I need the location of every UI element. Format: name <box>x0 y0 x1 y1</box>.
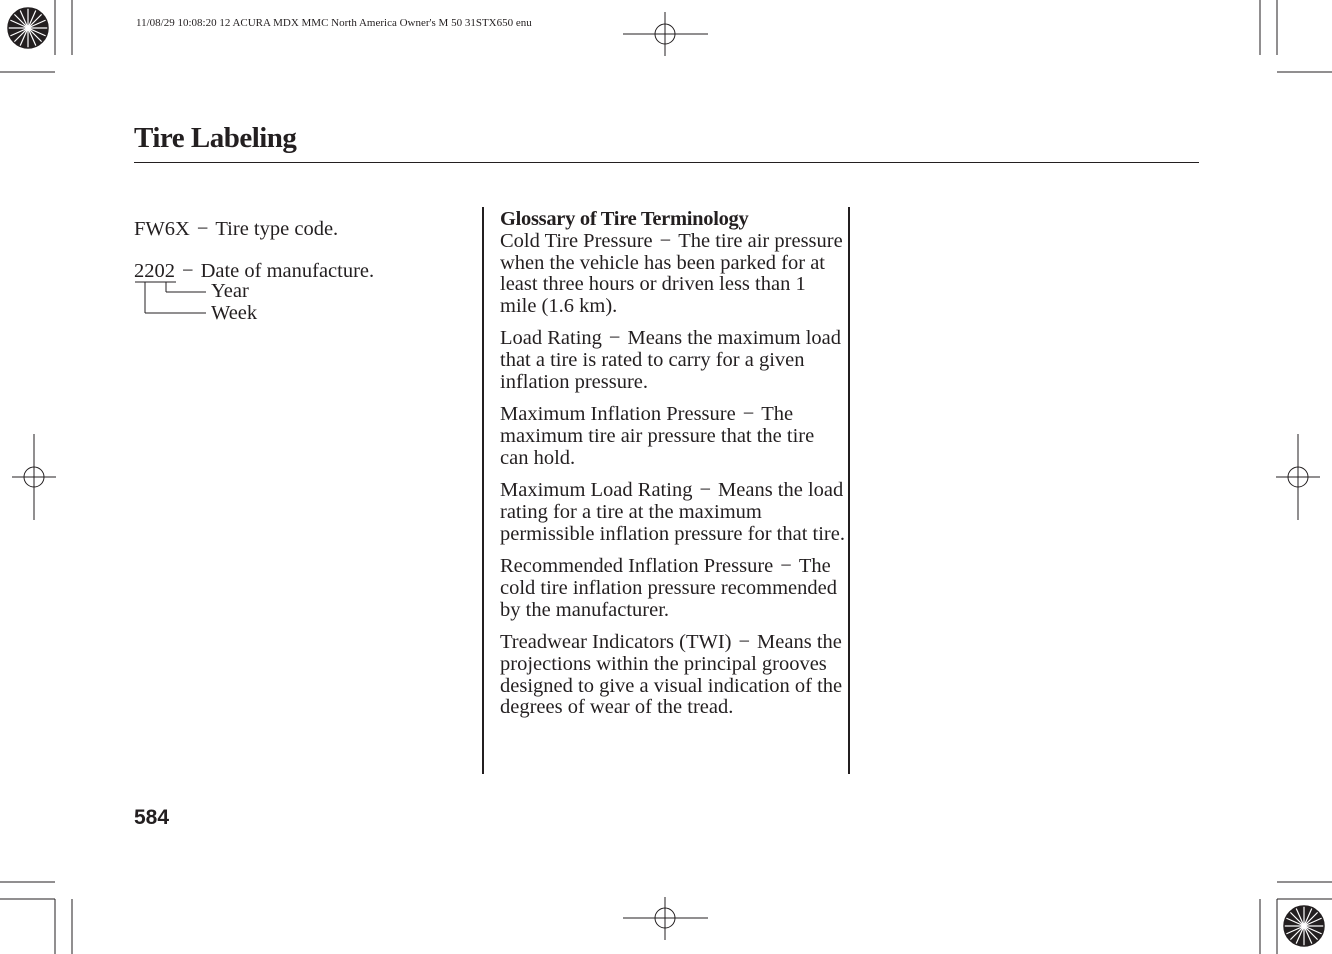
date-code-leaders <box>135 282 206 313</box>
dash: − <box>182 260 194 282</box>
dash: − <box>780 555 792 578</box>
date-code-year-label: Year <box>211 280 249 302</box>
registration-target-icon <box>8 8 48 48</box>
tire-type-code-description: Tire type code. <box>215 218 339 240</box>
registration-target-icon <box>1284 906 1324 946</box>
date-code: 2202 <box>134 260 175 282</box>
dash: − <box>659 229 672 252</box>
glossary-definition: Means the maximum load that a tire is rated to carry for a given inflation pressure. <box>500 327 841 394</box>
page-number: 584 <box>134 806 170 829</box>
glossary-term: Load Rating <box>500 327 602 350</box>
glossary-term: Treadwear Indicators (TWI) <box>500 631 732 654</box>
glossary-definition: The tire air pressure when the vehicle has been parked for at least three hours or driven less than 1 mile (1.6 km). <box>500 229 843 318</box>
column-divider-left <box>482 207 484 774</box>
glossary-term: Cold Tire Pressure <box>500 229 653 252</box>
dash: − <box>608 327 621 350</box>
glossary-heading: Glossary of Tire Terminology <box>500 208 749 230</box>
glossary-section <box>500 209 845 730</box>
glossary-definition: Means the load rating for a tire at the maximum permissible inflation pressure for that tire. <box>500 479 845 545</box>
page-title: Tire Labeling <box>134 122 297 154</box>
date-code-description: Date of manufacture. <box>200 260 375 282</box>
glossary-term: Recommended Inflation Pressure <box>500 555 774 578</box>
title-rule <box>134 162 1199 163</box>
date-code-line <box>134 261 374 283</box>
glossary-entry <box>500 231 845 318</box>
dash: − <box>738 631 751 654</box>
glossary-term: Maximum Load Rating <box>500 479 693 502</box>
print-job-info: 11/08/29 10:08:20 12 ACURA MDX MMC North America Owner's M 50 31STX650 enu <box>136 17 532 29</box>
glossary-term: Maximum Inflation Pressure <box>500 403 736 426</box>
glossary-entry <box>500 632 845 719</box>
tire-type-code-line <box>134 219 338 241</box>
glossary-definition: Means the projections within the principal grooves designed to give a visual indication of the degrees of wear of the tread. <box>500 631 843 719</box>
column-divider-right <box>848 207 850 774</box>
glossary-entry <box>500 404 845 469</box>
date-code-week-label: Week <box>211 302 258 324</box>
glossary-definition: The maximum tire air pressure that the tire can hold. <box>500 403 815 469</box>
glossary-entry <box>500 556 845 621</box>
glossary-entry <box>500 328 845 393</box>
glossary-entry <box>500 480 845 545</box>
dash: − <box>742 403 755 426</box>
tire-type-code: FW6X <box>134 218 190 240</box>
dash: − <box>699 479 712 502</box>
glossary-definition: The cold tire inflation pressure recommended by the manufacturer. <box>500 555 837 621</box>
dash: − <box>196 218 209 240</box>
